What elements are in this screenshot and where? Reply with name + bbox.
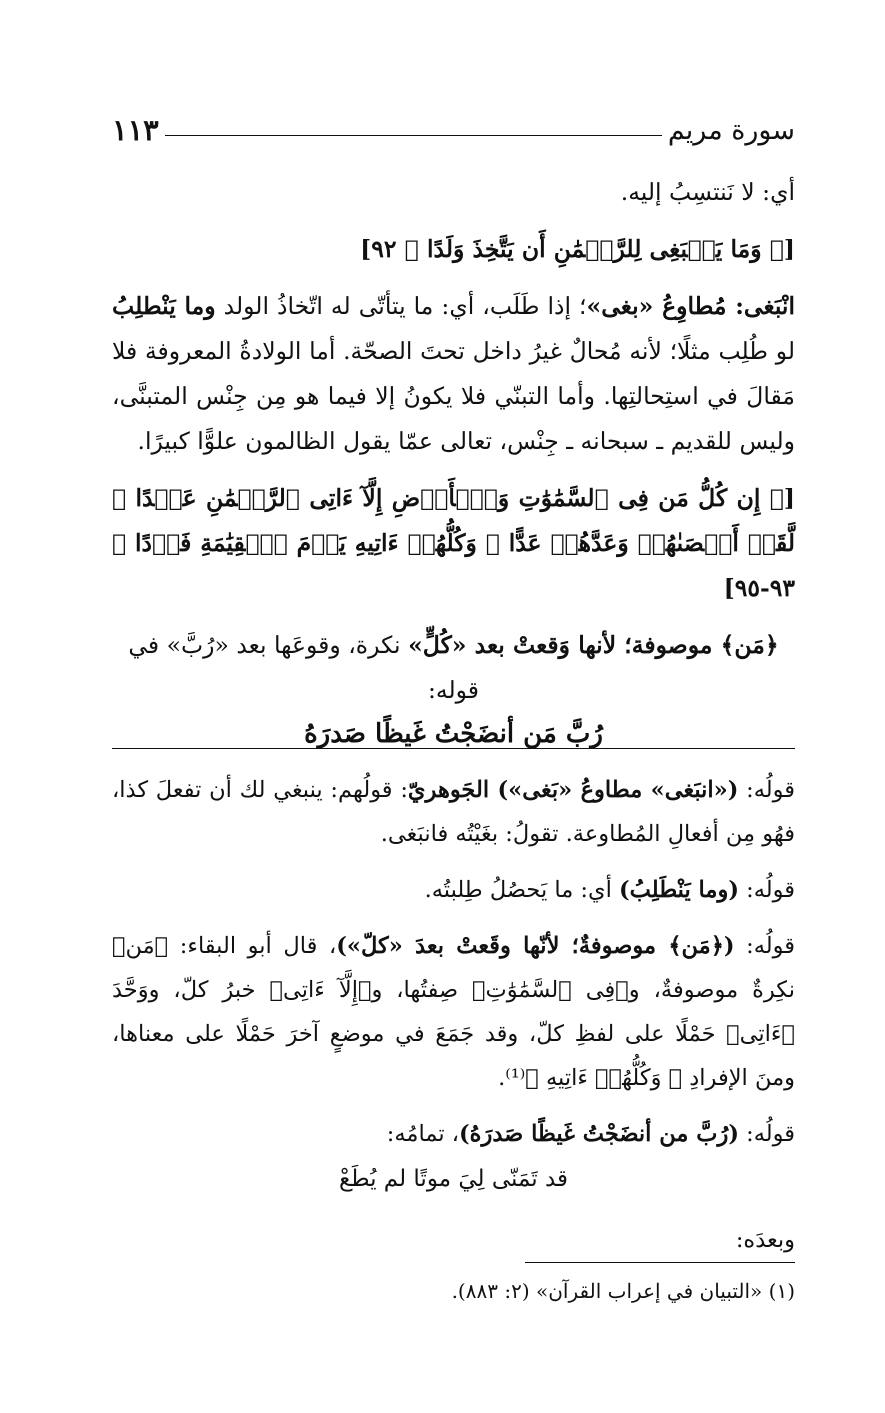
commentary-paragraph: وبعدَه: (735, 1227, 795, 1253)
page-number: ١١٣ (112, 113, 159, 147)
text-run: قولُه: (738, 1121, 795, 1147)
commentary-paragraph (112, 924, 795, 1100)
paragraph (112, 623, 795, 713)
text-run: : قولُهم: ينبغي لك أن تفعلَ كذا، فهُو مِن أفعالِ المُطاوعة. تقولُ: بغَيْتُه فانبَغى. (112, 777, 795, 847)
poem-line: قد تَمَنّى لِيَ موتًا لم يُطَعْ (338, 1166, 569, 1192)
text-run: نكرة، وقوعَها بعد «رُبَّ» في قوله: (128, 631, 480, 704)
text-run: قولُه: (738, 877, 795, 903)
header-rule (165, 135, 662, 136)
text-run: ؛ إذا طَلَب، أي: ما يتأتّى له اتّخاذُ الولد (215, 292, 587, 320)
text-run: ، قال أبو البقاء: ﴿مَن﴾ نكِرةٌ موصوفةٌ، و﴿فِى ٱلسَّمَٰوَٰتِ﴾ صِفتُها، و﴿إِلَّآ ءَاتِى﴾ خبرُ كلّ، ووَحَّدَ ﴿ءَاتِى﴾ حَمْلًا على لفظِ كلّ، وقد جَمَعَ في موضعٍ آخرَ حَمْلًا على معناها، ومنَ الإفرادِ ﴿ وَكُلُّهُمۡ ءَاتِيهِ ﴾⁽¹⁾. (112, 933, 795, 1091)
commentary-paragraph (112, 868, 795, 912)
commentary-divider (112, 748, 795, 749)
quran-verse: [﴿ إِن كُلُّ مَن فِى ٱلسَّمَٰوَٰتِ وَٱلۡأَرۡضِ إِلَّآ ءَاتِى ٱلرَّحۡمَٰنِ عَبۡدًا ۞ لَّقَدۡ أَحۡصَىٰهُمۡ وَعَدَّهُمۡ عَدًّا ۞ وَكُلُّهُمۡ ءَاتِيهِ يَوۡمَ ٱلۡقِيَٰمَةِ فَرۡدًا ﴾ ٩٣-٩٥] (112, 484, 795, 602)
main-text (112, 170, 795, 775)
commentary (112, 768, 795, 1262)
paragraph (112, 284, 795, 464)
bold-term: (وما يَنْطَلِبُ) (619, 877, 739, 903)
surah-title: سورة مريم (667, 114, 795, 146)
bold-term: (رُبَّ من أنضَجْتُ غَيظًا صَدرَهُ) (459, 1121, 739, 1147)
bold-term: («انبَغى» مطاوعُ «بَغى») الجَوهريّ (407, 777, 739, 803)
footnote: (١) «التبيان في إعراب القرآن» (٢: ٨٨٣). (451, 1279, 795, 1303)
poem-line: رُبَّ مَن أنضَجْتُ غَيظًا صَدرَهُ (304, 719, 603, 749)
bold-term: انْبَغى: مُطاوِعُ «بغى» (586, 292, 796, 320)
footnote-rule (525, 1262, 795, 1263)
text-run: أي: ما يَحصُلُ طِلبتُه. (424, 877, 620, 903)
quran-verse: [﴿ وَمَا يَنۢبَغِى لِلرَّحۡمَٰنِ أَن يَتَّخِذَ وَلَدًا ﴾ ٩٢] (360, 235, 795, 263)
bold-term: (﴿مَن﴾ موصوفةٌ؛ لأنّها وقَعتْ بعدَ «كلّ») (336, 933, 735, 959)
text-run: قولُه: (734, 933, 796, 959)
paragraph: أي: لا نَنتسِبُ إليه. (620, 178, 795, 206)
commentary-paragraph (112, 768, 795, 856)
bold-term: وما يَنْطلِبُ (112, 292, 216, 320)
text-run: قولُه: (738, 777, 796, 803)
text-run: لو طُلِب مثلًا؛ لأنه مُحالٌ غيرُ داخل تحتَ الصحّة. أما الولادةُ المعروفة فلا مَقالَ في استِحالتِها. وأما التبنّي فلا يكونُ إلا فيما هو مِن جِنْس المتبنَّى، وليس للقديم ـ سبحانه ـ جِنْس، تعالى عمّا يقول الظالمون علوًّا كبيرًا. (112, 337, 795, 455)
commentary-paragraph (112, 1112, 795, 1156)
bold-term: ﴿مَن﴾ موصوفة؛ لأنها وَقعتْ بعد «كُلٍّ» (408, 631, 779, 659)
text-run: ، تمامُه: (386, 1121, 460, 1147)
page-header (112, 112, 795, 148)
